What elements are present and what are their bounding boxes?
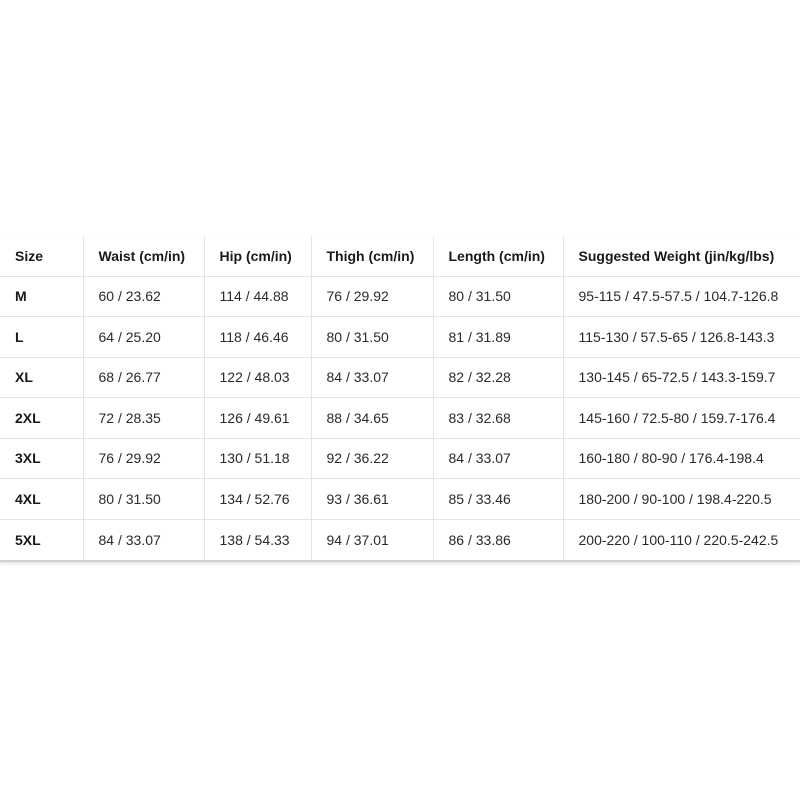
hip-cell: 134 / 52.76 <box>204 479 311 520</box>
waist-cell: 76 / 29.92 <box>83 438 204 479</box>
thigh-cell: 94 / 37.01 <box>311 519 433 560</box>
thigh-cell: 93 / 36.61 <box>311 479 433 520</box>
length-cell: 85 / 33.46 <box>433 479 563 520</box>
size-cell: L <box>0 317 83 358</box>
hip-cell: 138 / 54.33 <box>204 519 311 560</box>
header-hip: Hip (cm/in) <box>204 236 311 276</box>
size-chart-table <box>0 236 800 560</box>
size-cell: 5XL <box>0 519 83 560</box>
header-size: Size <box>0 236 83 276</box>
size-cell: 2XL <box>0 398 83 439</box>
length-cell: 81 / 31.89 <box>433 317 563 358</box>
weight-cell: 95-115 / 47.5-57.5 / 104.7-126.8 <box>563 276 800 317</box>
length-cell: 84 / 33.07 <box>433 438 563 479</box>
thigh-cell: 92 / 36.22 <box>311 438 433 479</box>
thigh-cell: 80 / 31.50 <box>311 317 433 358</box>
weight-cell: 130-145 / 65-72.5 / 143.3-159.7 <box>563 357 800 398</box>
size-chart-card <box>0 236 800 562</box>
waist-cell: 68 / 26.77 <box>83 357 204 398</box>
waist-cell: 64 / 25.20 <box>83 317 204 358</box>
length-cell: 83 / 32.68 <box>433 398 563 439</box>
table-row <box>0 438 800 479</box>
header-suggested-weight: Suggested Weight (jin/kg/lbs) <box>563 236 800 276</box>
table-row <box>0 276 800 317</box>
length-cell: 86 / 33.86 <box>433 519 563 560</box>
table-row <box>0 398 800 439</box>
length-cell: 82 / 32.28 <box>433 357 563 398</box>
waist-cell: 80 / 31.50 <box>83 479 204 520</box>
weight-cell: 115-130 / 57.5-65 / 126.8-143.3 <box>563 317 800 358</box>
waist-cell: 60 / 23.62 <box>83 276 204 317</box>
size-cell: XL <box>0 357 83 398</box>
waist-cell: 84 / 33.07 <box>83 519 204 560</box>
hip-cell: 122 / 48.03 <box>204 357 311 398</box>
header-thigh: Thigh (cm/in) <box>311 236 433 276</box>
hip-cell: 118 / 46.46 <box>204 317 311 358</box>
weight-cell: 200-220 / 100-110 / 220.5-242.5 <box>578 531 779 548</box>
weight-cell: 145-160 / 72.5-80 / 159.7-176.4 <box>563 398 800 439</box>
table-row <box>0 479 800 520</box>
table-row <box>0 357 800 398</box>
size-cell: 3XL <box>0 438 83 479</box>
thigh-cell: 84 / 33.07 <box>311 357 433 398</box>
thigh-cell: 76 / 29.92 <box>311 276 433 317</box>
hip-cell: 126 / 49.61 <box>204 398 311 439</box>
hip-cell: 114 / 44.88 <box>204 276 311 317</box>
header-length: Length (cm/in) <box>433 236 563 276</box>
length-cell: 80 / 31.50 <box>433 276 563 317</box>
table-row <box>0 519 800 560</box>
thigh-cell: 88 / 34.65 <box>311 398 433 439</box>
hip-cell: 130 / 51.18 <box>204 438 311 479</box>
table-header-row <box>0 236 800 276</box>
weight-cell: 180-200 / 90-100 / 198.4-220.5 <box>563 479 800 520</box>
size-cell: M <box>0 276 83 317</box>
table-row <box>0 317 800 358</box>
weight-cell: 160-180 / 80-90 / 176.4-198.4 <box>563 438 800 479</box>
waist-cell: 72 / 28.35 <box>83 398 204 439</box>
header-waist: Waist (cm/in) <box>83 236 204 276</box>
size-cell: 4XL <box>0 479 83 520</box>
